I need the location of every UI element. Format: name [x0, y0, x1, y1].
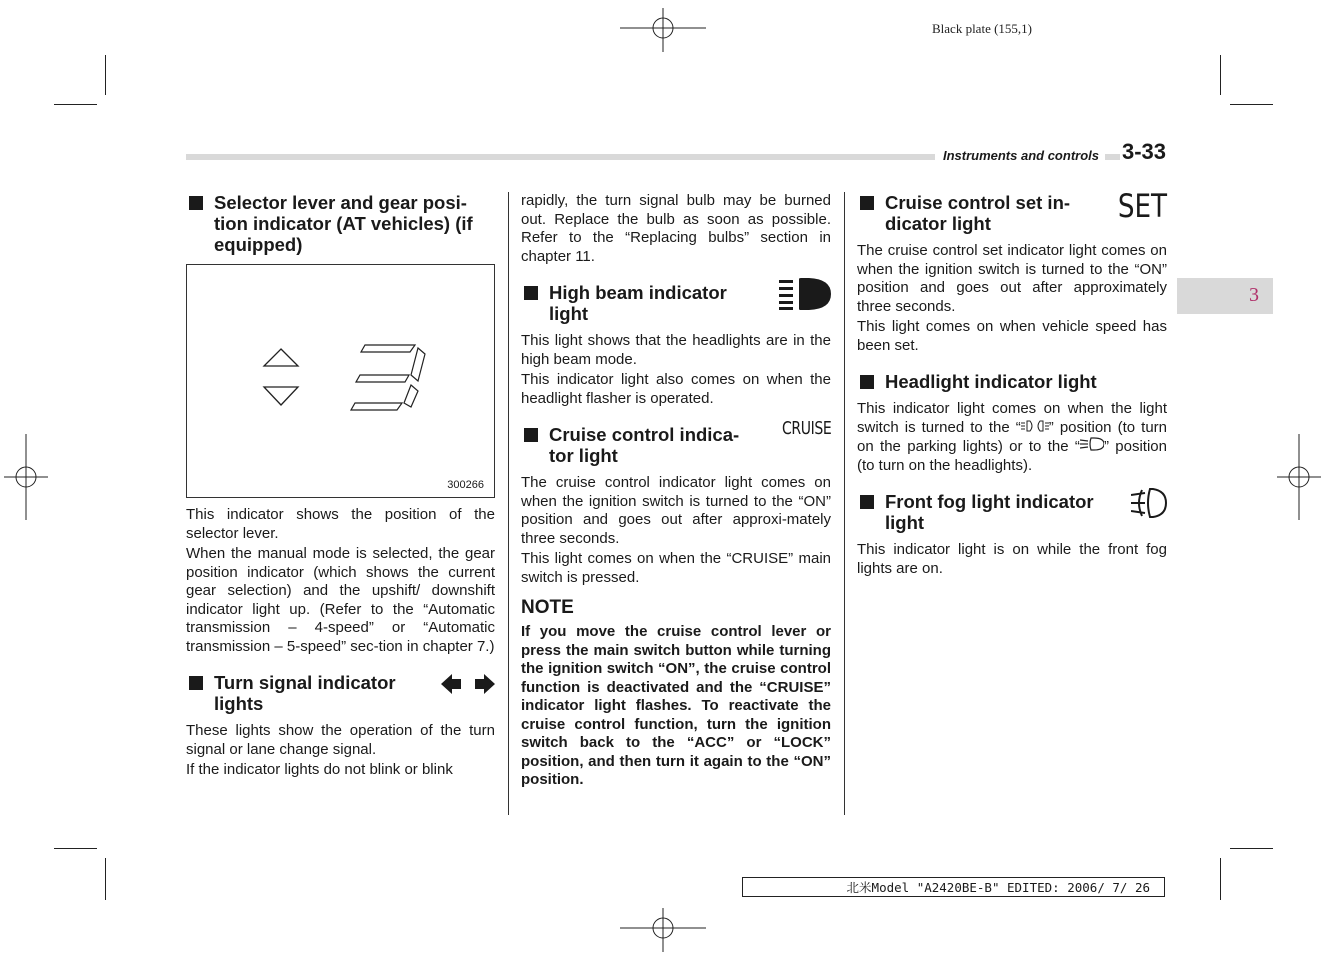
registration-mark-left [4, 434, 48, 520]
cruise-icon: CRUISE [781, 418, 831, 439]
turn-signal-paragraph-2: If the indicator lights do not blink or blink [186, 761, 453, 778]
figure-code: 300266 [447, 479, 484, 491]
headlight-section [857, 371, 1167, 475]
headlight-icon [1080, 437, 1104, 451]
registration-mark-top [620, 8, 706, 52]
page-number: 3-33 [1122, 139, 1167, 164]
column-1 [186, 192, 495, 780]
fog-paragraph: This indicator light is on while the front fog lights are on. [857, 541, 1167, 577]
fog-light-icon [1131, 487, 1167, 519]
gear-indicator-figure [186, 264, 495, 498]
square-bullet-icon [189, 196, 203, 210]
square-bullet-icon [860, 375, 874, 389]
gear-display-illustration [187, 265, 494, 497]
column-divider [844, 192, 845, 815]
crop-mark [1220, 858, 1221, 900]
turn-signal-arrows-icon [441, 672, 495, 696]
selector-paragraph-1: This indicator shows the position of the selector lever. [186, 506, 495, 542]
crop-mark [1230, 848, 1273, 849]
high-beam-paragraph-1: This light shows that the headlights are in the high beam mode. [521, 332, 831, 368]
square-bullet-icon [860, 495, 874, 509]
column-3 [857, 187, 1168, 578]
cruise-paragraph-1: The cruise control indicator light comes on when the ignition switch is turned to the “ON” position and goes out after approxi-mately three seconds. [521, 474, 831, 547]
selector-paragraph-2: When the manual mode is selected, the gear position indicator (which shows the current gear selection) and the upshift/ downshift indicator light up. (Refer to the “Automatic transmission – 4-speed” or “Automatic transmission – 5-speed” sec-tion in chapter 7.) [186, 545, 495, 655]
note-heading: NOTE [521, 597, 574, 618]
crop-mark [1230, 104, 1273, 105]
crop-mark [1220, 55, 1221, 95]
fog-heading: Front fog light indicator light [857, 491, 1167, 533]
plate-label: Black plate (155,1) [932, 21, 1032, 36]
crop-mark [105, 55, 106, 95]
square-bullet-icon [860, 196, 874, 210]
high-beam-paragraph-2: This indicator light also comes on when the headlight flasher is operated. [521, 371, 831, 407]
registration-mark-right [1277, 434, 1321, 520]
chapter-tab [1177, 278, 1273, 314]
square-bullet-icon [524, 428, 538, 442]
square-bullet-icon [189, 676, 203, 690]
headlight-paragraph: This indicator light comes on when the light switch is turned to the “ ” position (to turn on the parking lights) or to the “ ” position (to turn on the headlights). [857, 400, 1168, 474]
footer-edit-stamp: 北米Model "A2420BE-B" EDITED: 2006/ 7/ 26 [742, 877, 1165, 897]
set-icon: SET [1117, 187, 1167, 225]
cruise-section [521, 418, 831, 587]
headlight-heading: Headlight indicator light [857, 371, 1167, 392]
set-paragraph-1: The cruise control set indicator light comes on when the ignition switch is turned to the “ON” position and goes out after approximately three seconds. [857, 242, 1167, 315]
crop-mark [54, 848, 97, 849]
set-heading: Cruise control set in-dicator light [857, 192, 1167, 234]
selector-heading: Selector lever and gear posi-tion indicator (AT vehicles) (if equipped) [186, 192, 495, 255]
high-beam-icon [779, 277, 831, 311]
set-paragraph-2: This light comes on when vehicle speed has been set. [857, 318, 1167, 354]
turn-signal-heading: Turn signal indicator lights [186, 672, 495, 714]
cruise-heading: Cruise control indica-tor light [521, 424, 831, 466]
fog-section [857, 491, 1167, 578]
set-section [857, 187, 1167, 355]
column-divider [508, 192, 509, 815]
registration-mark-bottom [620, 908, 706, 952]
high-beam-section [521, 282, 831, 408]
column-2 [521, 192, 831, 790]
turn-signal-section [186, 672, 495, 780]
continuation-paragraph: rapidly, the turn signal bulb may be burned out. Replace the bulb as soon as possible. Refer to the “Replacing bulbs” section in chapter 11. [521, 192, 831, 265]
section-title: Instruments and controls [935, 148, 1105, 163]
crop-mark [54, 104, 97, 105]
square-bullet-icon [524, 286, 538, 300]
high-beam-heading: High beam indicator light [521, 282, 831, 324]
chapter-tab-number: 3 [1249, 284, 1259, 306]
cruise-paragraph-2: This light comes on when the “CRUISE” main switch is pressed. [521, 550, 831, 586]
crop-mark [105, 858, 106, 900]
note-body: If you move the cruise control lever or press the main switch button while turning the ignition switch “ON”, the cruise control function is deactivated and the “CRUISE” indicator light flashes. To reactivate the cruise control function, turn the ignition switch back to the “ACC” or “LOCK” position, and then turn it again to the “ON” position. [521, 623, 831, 788]
parking-light-icon [1021, 420, 1049, 432]
turn-signal-paragraph-1: These lights show the operation of the turn signal or lane change signal. [186, 722, 495, 758]
